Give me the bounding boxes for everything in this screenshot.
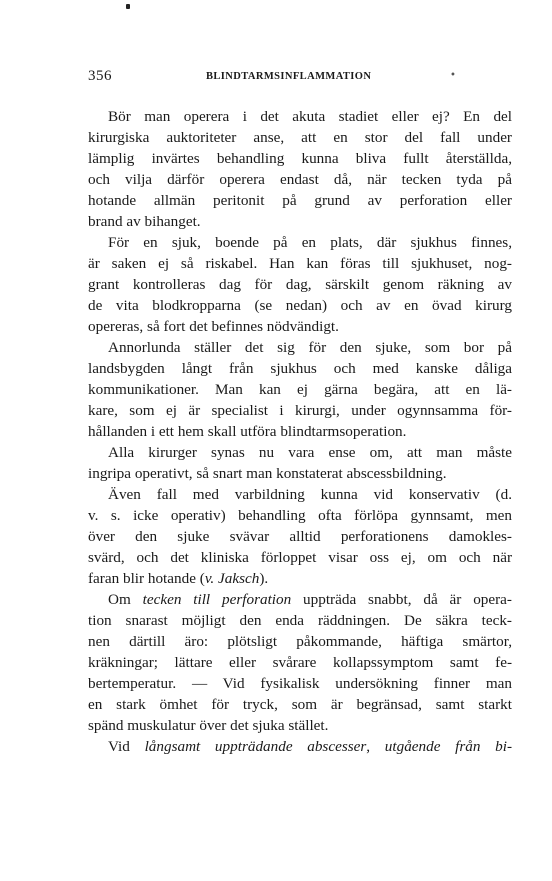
text-line: kirurgiska auktoriteter anse, att en stor del fall under xyxy=(88,129,512,146)
text-line: v. s. icke operativ) behandling ofta förlöpa gynnsamt, men xyxy=(88,507,512,524)
text-line: tion snarast möjligt den enda räddningen. De säkra teck- xyxy=(88,612,512,629)
text-line: landsbygden långt från sjukhus och med kanske dåliga xyxy=(88,360,512,377)
text-line: de vita blodkropparna (se nedan) och av en övad kirurg xyxy=(88,297,512,314)
text-line: och vilja därför operera endast då, när tecken tyda på xyxy=(88,171,512,188)
text-line: kommunikationer. Man kan ej gärna begära, att en lä- xyxy=(88,381,512,398)
text-line: spänd muskulatur över det sjuka stället. xyxy=(88,717,329,734)
text-line: Alla kirurger synas nu vara ense om, att man måste xyxy=(108,444,512,461)
text-line: kräkningar; lättare eller svårare kollapssymptom samt fe- xyxy=(88,654,512,671)
page-number: 356 xyxy=(88,68,112,84)
text-line: Även fall med varbildning kunna vid konservativ (d. xyxy=(108,486,512,503)
text-line: Om tecken till perforation uppträda snabbt, då är opera- xyxy=(108,591,512,608)
header-mark: • xyxy=(450,70,456,81)
text-line: opereras, så fort det befinnes nödvändigt. xyxy=(88,318,339,335)
text-line: Vid långsamt uppträdande abscesser, utgående från bi- xyxy=(108,738,513,755)
text-line: grant kontrolleras dag för dag, särskilt genom räkning av xyxy=(88,276,512,293)
text-line: Bör man operera i det akuta stadiet eller ej? En del xyxy=(108,108,512,125)
text-line: faran blir hotande (v. Jaksch). xyxy=(88,570,269,587)
text-line: bertemperatur. — Vid fysikalisk undersökning finner man xyxy=(88,675,512,692)
print-speck xyxy=(126,4,130,9)
body-text xyxy=(88,106,512,757)
text-line: hållanden i ett hem skall utföra blindtarmsoperation. xyxy=(88,423,407,440)
text-line: en stark ömhet för tryck, som är begränsad, samt starkt xyxy=(88,696,512,713)
page-header xyxy=(88,68,508,86)
text-line: nen därtill äro: plötsligt påkommande, häftiga smärtor, xyxy=(88,633,512,650)
text-line: hotande allmän peritonit på grund av perforation eller xyxy=(88,192,512,209)
text-line: För en sjuk, boende på en plats, där sjukhus finnes, xyxy=(108,234,512,251)
text-line: svärd, och det kliniska förloppet visar oss ej, om och när xyxy=(88,549,512,566)
text-line: ingripa operativt, så snart man konstaterat abscessbildning. xyxy=(88,465,447,482)
text-line: brand av bihanget. xyxy=(88,213,201,230)
text-line: över den sjuke svävar alltid perforationens damokles- xyxy=(88,528,512,545)
text-line: kare, som ej är specialist i kirurgi, under ogynnsamma för- xyxy=(88,402,512,419)
text-line: lämplig invärtes behandling kunna bliva fullt återställda, xyxy=(88,150,512,167)
text-line: Annorlunda ställer det sig för den sjuke, som bor på xyxy=(108,339,512,356)
running-head: BLINDTARMSINFLAMMATION xyxy=(206,71,372,82)
text-line: är saken ej så riskabel. Han kan föras till sjukhuset, nog- xyxy=(88,255,512,272)
